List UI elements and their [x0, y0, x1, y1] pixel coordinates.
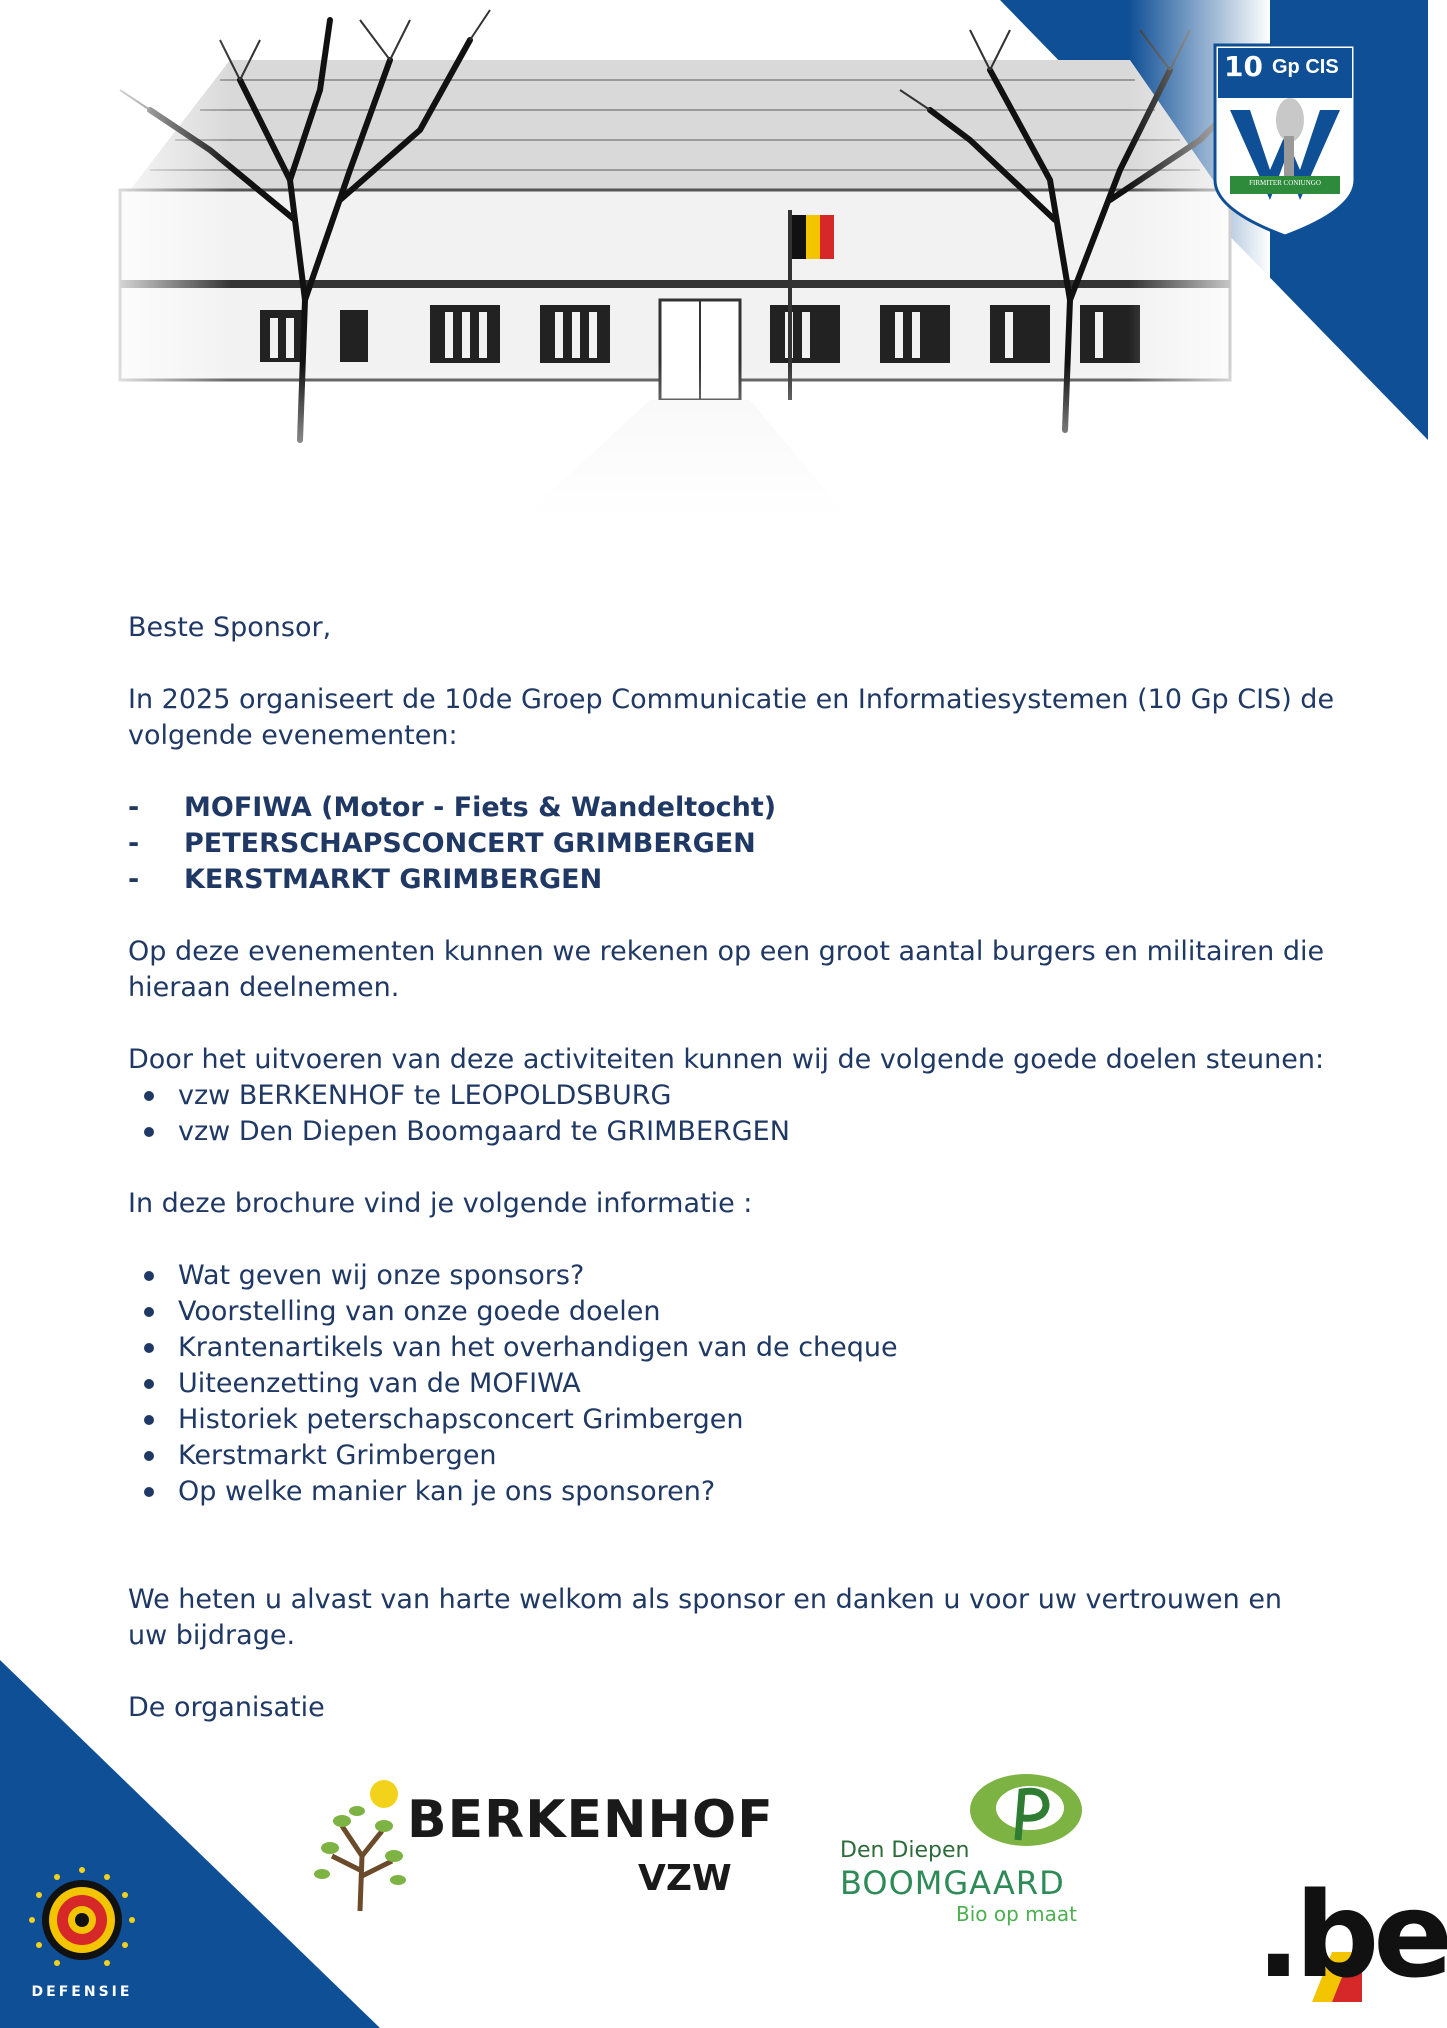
brochure-item: Voorstelling van onze goede doelen: [128, 1294, 1408, 1330]
brochure-list: [128, 1258, 1408, 1510]
defensie-seal-icon: [22, 1860, 142, 1980]
brochure-item: Krantenartikels van het overhandigen van de cheque: [128, 1330, 1408, 1366]
boomgaard-line3: Bio op maat: [956, 1902, 1077, 1926]
signature: De organisatie: [128, 1692, 325, 1723]
defensie-emblem: [22, 1860, 142, 2010]
event-item: - PETERSCHAPSCONCERT GRIMBERGEN: [128, 828, 756, 859]
brochure-intro: In deze brochure vind je volgende informatie :: [128, 1188, 753, 1219]
cause-item: vzw Den Diepen Boomgaard te GRIMBERGEN: [128, 1114, 1408, 1150]
letter-body: [128, 610, 1408, 1726]
event-item: - KERSTMARKT GRIMBERGEN: [128, 864, 603, 895]
be-text: .be: [1256, 1866, 1447, 2004]
boomgaard-line2: BOOMGAARD: [840, 1864, 1065, 1902]
berkenhof-name: BERKENHOF: [407, 1790, 774, 1850]
brochure-item: Wat geven wij onze sponsors?: [128, 1258, 1408, 1294]
crest-unit: Gp CIS: [1272, 56, 1339, 78]
crest-number: 10: [1224, 50, 1263, 83]
crest-motto: FIRMITER CONIUNGO: [1249, 179, 1321, 187]
intro-paragraph: In 2025 organiseert de 10de Groep Communicatie en Informatiesystemen (10 Gp CIS) de volgende evenementen:: [128, 684, 1335, 751]
causes-list: [128, 1078, 1408, 1150]
tree-icon: [312, 1776, 407, 1916]
causes-intro: Door het uitvoeren van deze activiteiten kunnen wij de volgende goede doelen steunen:: [128, 1044, 1325, 1075]
brochure-item: Historiek peterschapsconcert Grimbergen: [128, 1402, 1408, 1438]
boomgaard-logo: [836, 1770, 1096, 1926]
unit-crest: [1210, 40, 1360, 240]
defensie-label: DEFENSIE: [31, 1984, 133, 2000]
header-building-image: [90, 0, 1270, 520]
leaf-icon: [966, 1770, 1086, 1850]
berkenhof-sub: VZW: [638, 1858, 732, 1899]
boomgaard-line1: Den Diepen: [840, 1838, 970, 1863]
be-logo: [1256, 1866, 1447, 2006]
greeting: Beste Sponsor,: [128, 612, 332, 643]
berkenhof-logo: [312, 1776, 774, 1916]
closing-paragraph: We heten u alvast van harte welkom als sponsor en danken u voor uw vertrouwen en uw bijdrage.: [128, 1584, 1283, 1651]
brochure-item: Op welke manier kan je ons sponsoren?: [128, 1474, 1408, 1510]
event-item: - MOFIWA (Motor - Fiets & Wandeltocht): [128, 792, 777, 823]
cause-item: vzw BERKENHOF te LEOPOLDSBURG: [128, 1078, 1408, 1114]
brochure-item: Uiteenzetting van de MOFIWA: [128, 1366, 1408, 1402]
events-list: [128, 790, 1408, 898]
brochure-item: Kerstmarkt Grimbergen: [128, 1438, 1408, 1474]
participants-paragraph: Op deze evenementen kunnen we rekenen op een groot aantal burgers en militairen die hieraan deelnemen.: [128, 936, 1325, 1003]
